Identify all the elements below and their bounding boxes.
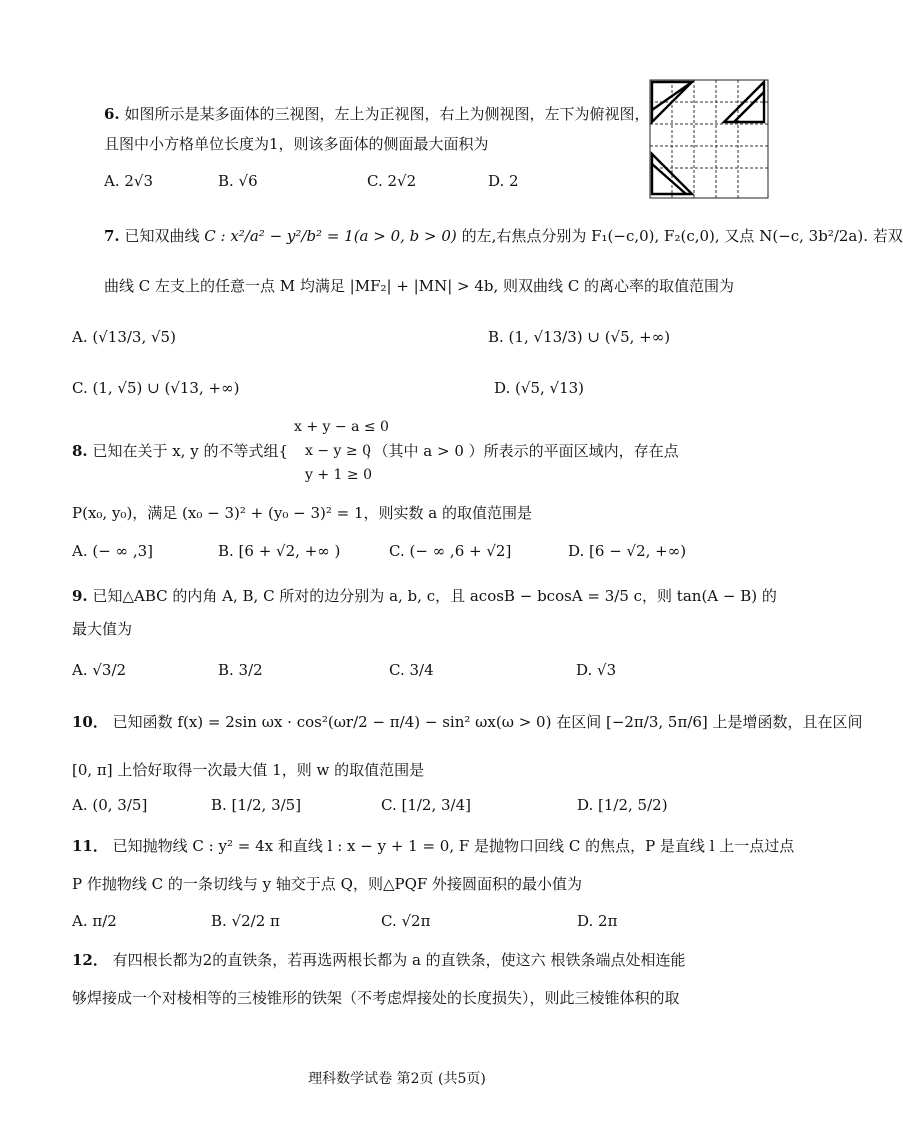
q11-number: 11． <box>72 837 108 855</box>
q10-option-d: D. [1/2, 5/2) <box>577 796 668 814</box>
q9-line1 <box>72 586 777 606</box>
q12-number: 12． <box>72 951 108 969</box>
q6-option-d: D. 2 <box>488 172 519 190</box>
q6-text-1: 如图所示是某多面体的三视图，左上为正视图，右上为侧视图，左下为俯视图， <box>124 105 650 123</box>
q7-text-1b: 的左,右焦点分别为 F₁(−c,0), F₂(c,0), 又点 N(−c, 3b²/2a). 若双 <box>461 227 903 245</box>
q6-number: 6. <box>104 105 120 123</box>
q11-option-b: B. √2/2 π <box>211 912 280 930</box>
q7-text-1a: 已知双曲线 <box>124 227 200 245</box>
q10-option-c: C. [1/2, 3/4] <box>381 796 471 814</box>
q10-text-2: [0, π] 上恰好取得一次最大值 1，则 w 的取值范围是 <box>72 761 425 779</box>
q8-line1 <box>72 441 288 461</box>
q6-text-2: 且图中小方格单位长度为1，则该多面体的侧面最大面积为 <box>104 135 489 153</box>
q8-text-1b: ，（其中 a > 0 ）所表示的平面区域内，存在点 <box>366 442 679 460</box>
q8-number: 8. <box>72 442 88 460</box>
q8-option-d: D. [6 − √2, +∞) <box>568 542 687 560</box>
q8-option-c: C. (− ∞ ,6 + √2] <box>389 542 512 560</box>
q6-line1 <box>104 104 649 124</box>
q8-system-line2: x − y ≥ 0 <box>305 443 371 459</box>
q8-text-1a: 已知在关于 x, y 的不等式组{ <box>92 442 289 460</box>
three-view-figure <box>650 80 768 198</box>
q9-option-d: D. √3 <box>576 661 617 679</box>
q7-option-b: B. (1, √13/3) ∪ (√5, +∞) <box>488 328 671 346</box>
q10-number: 10． <box>72 713 108 731</box>
q11-text-2: P 作抛物线 C 的一条切线与 y 轴交于点 Q，则△PQF 外接圆面积的最小值为 <box>72 875 583 893</box>
q7-number: 7. <box>104 227 120 245</box>
q11-line1 <box>72 836 794 856</box>
page-footer: 理科数学试卷 第2页 (共5页) <box>308 1071 486 1087</box>
q8-option-a: A. (− ∞ ,3] <box>72 542 153 560</box>
q7-option-d: D. (√5, √13) <box>494 379 585 397</box>
q8-option-b: B. [6 + √2, +∞ ) <box>218 542 341 560</box>
q10-line1 <box>72 712 863 732</box>
q9-text-2: 最大值为 <box>72 620 133 638</box>
q7-option-a: A. (√13/3, √5) <box>72 328 176 346</box>
q9-option-c: C. 3/4 <box>389 661 434 679</box>
q11-option-a: A. π/2 <box>72 912 117 930</box>
q7-option-c: C. (1, √5) ∪ (√13, +∞) <box>72 379 240 397</box>
q11-text-1: 已知抛物线 C : y² = 4x 和直线 l : x − y + 1 = 0, F 是抛物口回线 C 的焦点，P 是直线 l 上一点过点 <box>112 837 795 855</box>
q11-option-c: C. √2π <box>381 912 431 930</box>
q6-option-b: B. √6 <box>218 172 258 190</box>
q8-text-2: P(x₀, y₀)，满足 (x₀ − 3)² + (y₀ − 3)² = 1，则实数 a 的取值范围是 <box>72 504 532 522</box>
q6-option-a: A. 2√3 <box>104 172 154 190</box>
q9-option-b: B. 3/2 <box>218 661 263 679</box>
q8-system-line3: y + 1 ≥ 0 <box>305 467 372 483</box>
q12-text-2: 够焊接成一个对棱相等的三棱锥形的铁架（不考虑焊接处的长度损失），则此三棱锥体积的取 <box>72 989 680 1007</box>
q7-equation: C : x²/a² − y²/b² = 1(a > 0, b > 0) <box>204 227 457 245</box>
q7-text-2: 曲线 C 左支上的任意一点 M 均满足 |MF₂| + |MN| > 4b, 则双曲线 C 的离心率的取值范围为 <box>104 277 735 295</box>
q6-option-c: C. 2√2 <box>367 172 417 190</box>
q9-text-1: 已知△ABC 的内角 A, B, C 所对的边分别为 a, b, c，且 acosB − bcosA = 3/5 c，则 tan(A − B) 的 <box>92 587 777 605</box>
q9-option-a: A. √3/2 <box>72 661 127 679</box>
q9-number: 9. <box>72 587 88 605</box>
q7-line1 <box>104 226 903 246</box>
q10-option-a: A. (0, 3/5] <box>72 796 148 814</box>
q10-text-1: 已知函数 f(x) = 2sin ωx · cos²(ωr/2 − π/4) − sin² ωx(ω > 0) 在区间 [−2π/3, 5π/6] 上是增函数，且在区间 <box>112 713 863 731</box>
q12-line1 <box>72 950 685 970</box>
q10-option-b: B. [1/2, 3/5] <box>211 796 302 814</box>
q8-system-line1: x + y − a ≤ 0 <box>294 419 389 435</box>
q11-option-d: D. 2π <box>577 912 618 930</box>
q12-text-1: 有四根长都为2的直铁条，若再选两根长都为 a 的直铁条，使这六 根铁条端点处相连能 <box>112 951 686 969</box>
